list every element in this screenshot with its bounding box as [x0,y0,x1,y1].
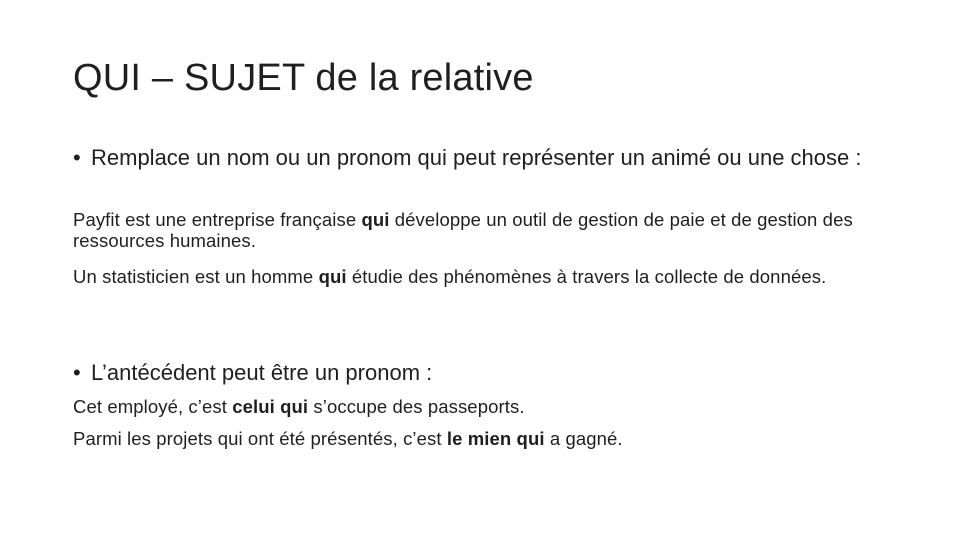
example-text: Cet employé, c’est [73,396,233,417]
example-sentence [73,397,883,418]
highlighted-pronoun: le mien qui [446,428,545,449]
highlighted-pronoun: qui [318,266,347,287]
example-sentence [73,429,883,450]
bullet-point-1 [73,146,873,170]
example-sentence [73,210,883,251]
example-text: Un statisticien est un homme [73,266,319,287]
bullet-text: L’antécédent peut être un pronom : [91,360,433,385]
bullet-point-2 [73,361,873,385]
slide-title: QUI – SUJET de la relative [73,57,534,99]
example-text: s’occupe des passeports. [308,396,525,417]
highlighted-pronoun: celui qui [232,396,309,417]
bullet-icon: • [73,360,81,385]
example-text: Parmi les projets qui ont été présentés, c’est [73,428,447,449]
bullet-icon: • [73,145,81,170]
example-text: développe un outil de gestion de paie et de gestion des ressources humaines. [73,209,853,251]
highlighted-pronoun: qui [361,209,390,230]
example-text: Payfit est une entreprise française [73,209,362,230]
bullet-text: Remplace un nom ou un pronom qui peut représenter un animé ou une chose : [91,145,862,170]
example-text: a gagné. [544,428,623,449]
example-text: étudie des phénomènes à travers la collecte de données. [346,266,827,287]
example-sentence [73,267,883,288]
